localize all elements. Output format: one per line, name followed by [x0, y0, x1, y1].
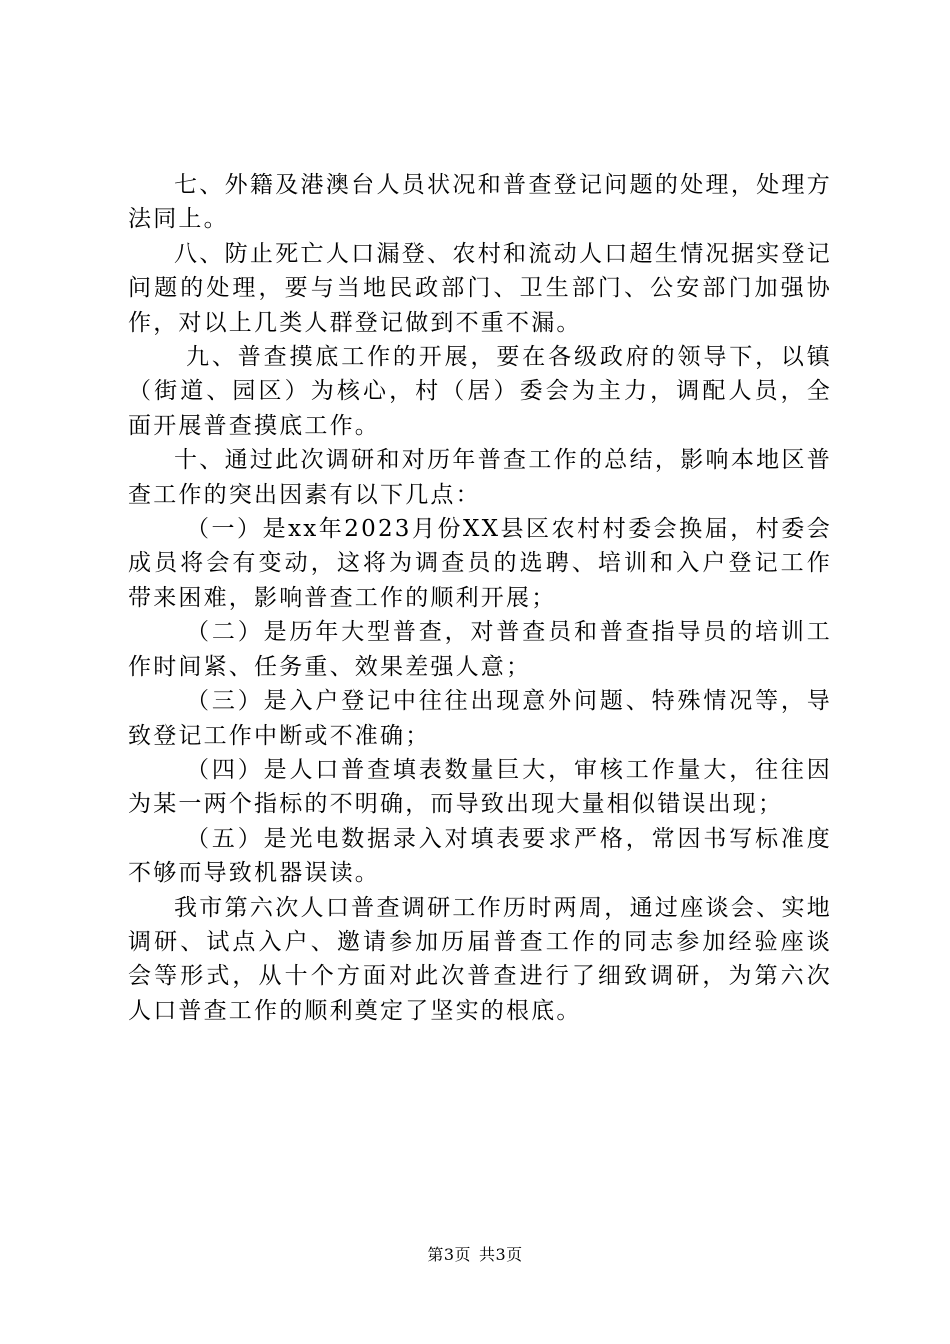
list-item-4: （四）是人口普查填表数量巨大，审核工作量大，往往因为某一两个指标的不明确，而导致出现大量相似错误出现； — [128, 756, 832, 818]
list-item-1: （一）是xx年2023月份XX县区农村村委会换届，村委会成员将会有变动，这将为调查员的选聘、培训和入户登记工作带来困难，影响普查工作的顺利开展； — [128, 516, 832, 611]
list-item-3: （三）是入户登记中往往出现意外问题、特殊情况等，导致登记工作中断或不准确； — [128, 688, 832, 749]
paragraph-10: 十、通过此次调研和对历年普查工作的总结，影响本地区普查工作的突出因素有以下几点： — [128, 447, 832, 508]
list-item-5: （五）是光电数据录入对填表要求严格，常因书写标准度不够而导致机器误读。 — [128, 825, 832, 887]
document-body — [128, 168, 832, 1028]
conclusion-paragraph: 我市第六次人口普查调研工作历时两周，通过座谈会、实地调研、试点入户、邀请参加历届普查工作的同志参加经验座谈会等形式，从十个方面对此次普查进行了细致调研，为第六次人口普查工作的顺利奠定了坚实的根底。 — [128, 894, 832, 1024]
page-footer — [0, 1244, 950, 1266]
page-number: 第3页 — [427, 1245, 471, 1264]
list-item-2: （二）是历年大型普查，对普查员和普查指导员的培训工作时间紧、任务重、效果差强人意； — [128, 619, 832, 680]
paragraph-8: 八、防止死亡人口漏登、农村和流动人口超生情况据实登记问题的处理，要与当地民政部门、卫生部门、公安部门加强协作，对以上几类人群登记做到不重不漏。 — [128, 240, 832, 336]
page-total: 共3页 — [479, 1245, 523, 1264]
paragraph-7: 七、外籍及港澳台人员状况和普查登记问题的处理，处理方法同上。 — [128, 172, 832, 233]
paragraph-9: 九、普查摸底工作的开展，要在各级政府的领导下，以镇（街道、园区）为核心，村（居）委会为主力，调配人员，全面开展普查摸底工作。 — [128, 344, 832, 439]
